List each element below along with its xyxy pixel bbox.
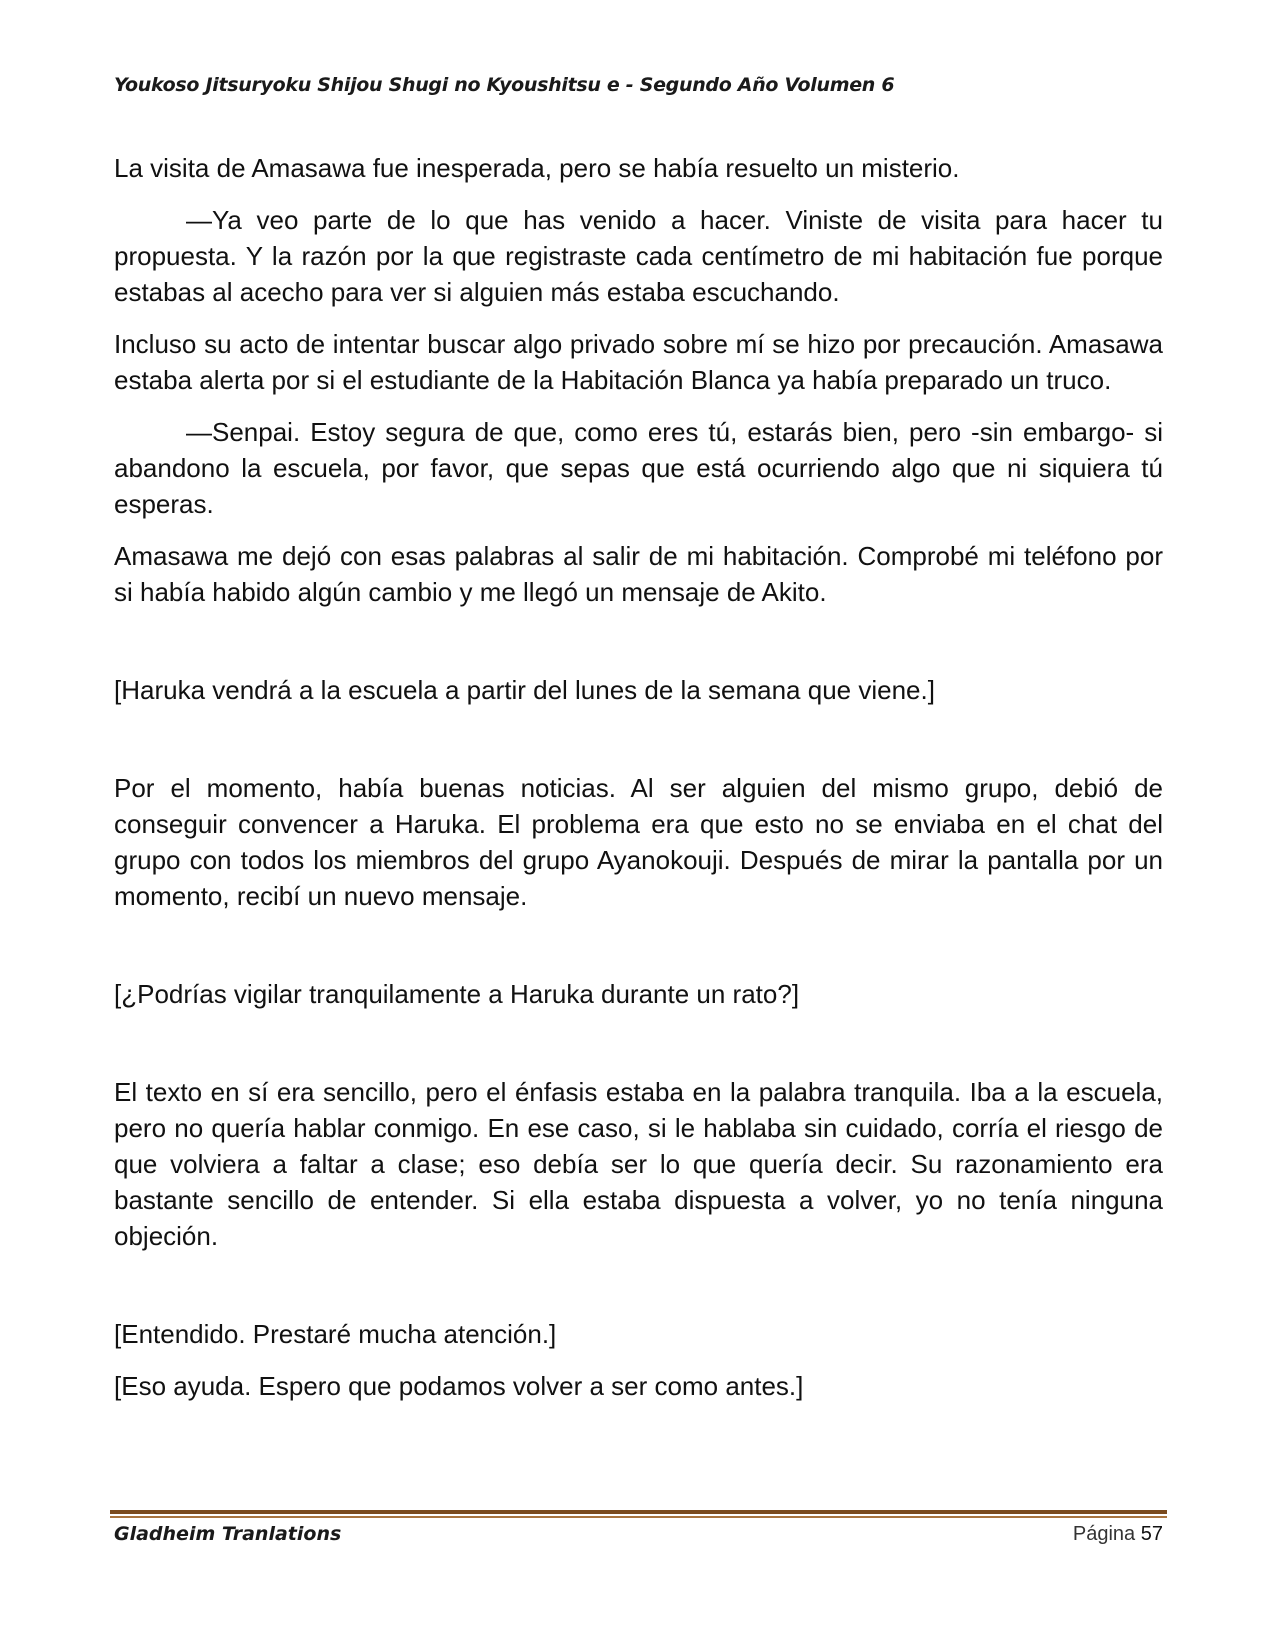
footer-credit: Gladheim Tranlations (114, 1523, 342, 1545)
dialogue-paragraph: —Ya veo parte de lo que has venido a hacer. Viniste de visita para hacer tu propuesta. Y la razón por la que registraste cada centímetro de mi habitación fue porque estabas al acecho para ver si alguien más estaba escuchando. (114, 205, 1163, 307)
footer-rule (110, 1510, 1167, 1514)
phone-message: [Eso ayuda. Espero que podamos volver a ser como antes.] (114, 1371, 804, 1401)
phone-message: [¿Podrías vigilar tranquilamente a Haruka durante un rato?] (114, 979, 800, 1009)
page-number-label (1073, 1523, 1163, 1546)
paragraph: La visita de Amasawa fue inesperada, pero se había resuelto un misterio. (114, 153, 960, 183)
paragraph: Amasawa me dejó con esas palabras al salir de mi habitación. Comprobé mi teléfono por si había habido algún cambio y me llegó un mensaje de Akito. (114, 541, 1163, 607)
page-number: 57 (1140, 1523, 1163, 1545)
phone-message: [Entendido. Prestaré mucha atención.] (114, 1319, 557, 1349)
dialogue-paragraph: —Senpai. Estoy segura de que, como eres tú, estarás bien, pero -sin embargo- si abandono la escuela, por favor, que sepas que está ocurriendo algo que ni siquiera tú esperas. (114, 417, 1163, 519)
phone-message: [Haruka vendrá a la escuela a partir del lunes de la semana que viene.] (114, 675, 935, 705)
body-text (114, 150, 1163, 1420)
paragraph: Por el momento, había buenas noticias. Al ser alguien del mismo grupo, debió de conseguir convencer a Haruka. El problema era que esto no se enviaba en el chat del grupo con todos los miembros del grupo Ayanokouji. Después de mirar la pantalla por un momento, recibí un nuevo mensaje. (114, 773, 1163, 911)
page-label: Página (1072, 1523, 1136, 1545)
paragraph: Incluso su acto de intentar buscar algo privado sobre mí se hizo por precaución. Amasawa estaba alerta por si el estudiante de la Habitación Blanca ya había preparado un truco. (114, 329, 1163, 395)
running-header: Youkoso Jitsuryoku Shijou Shugi no Kyoushitsu e - Segundo Año Volumen 6 (114, 74, 895, 96)
footer-rule-thin (110, 1516, 1167, 1518)
paragraph: El texto en sí era sencillo, pero el énfasis estaba en la palabra tranquila. Iba a la escuela, pero no quería hablar conmigo. En ese caso, si le hablaba sin cuidado, corría el riesgo de que volviera a faltar a clase; eso debía ser lo que quería decir. Su razonamiento era bastante sencillo de entender. Si ella estaba dispuesta a volver, yo no tenía ninguna objeción. (114, 1077, 1163, 1251)
